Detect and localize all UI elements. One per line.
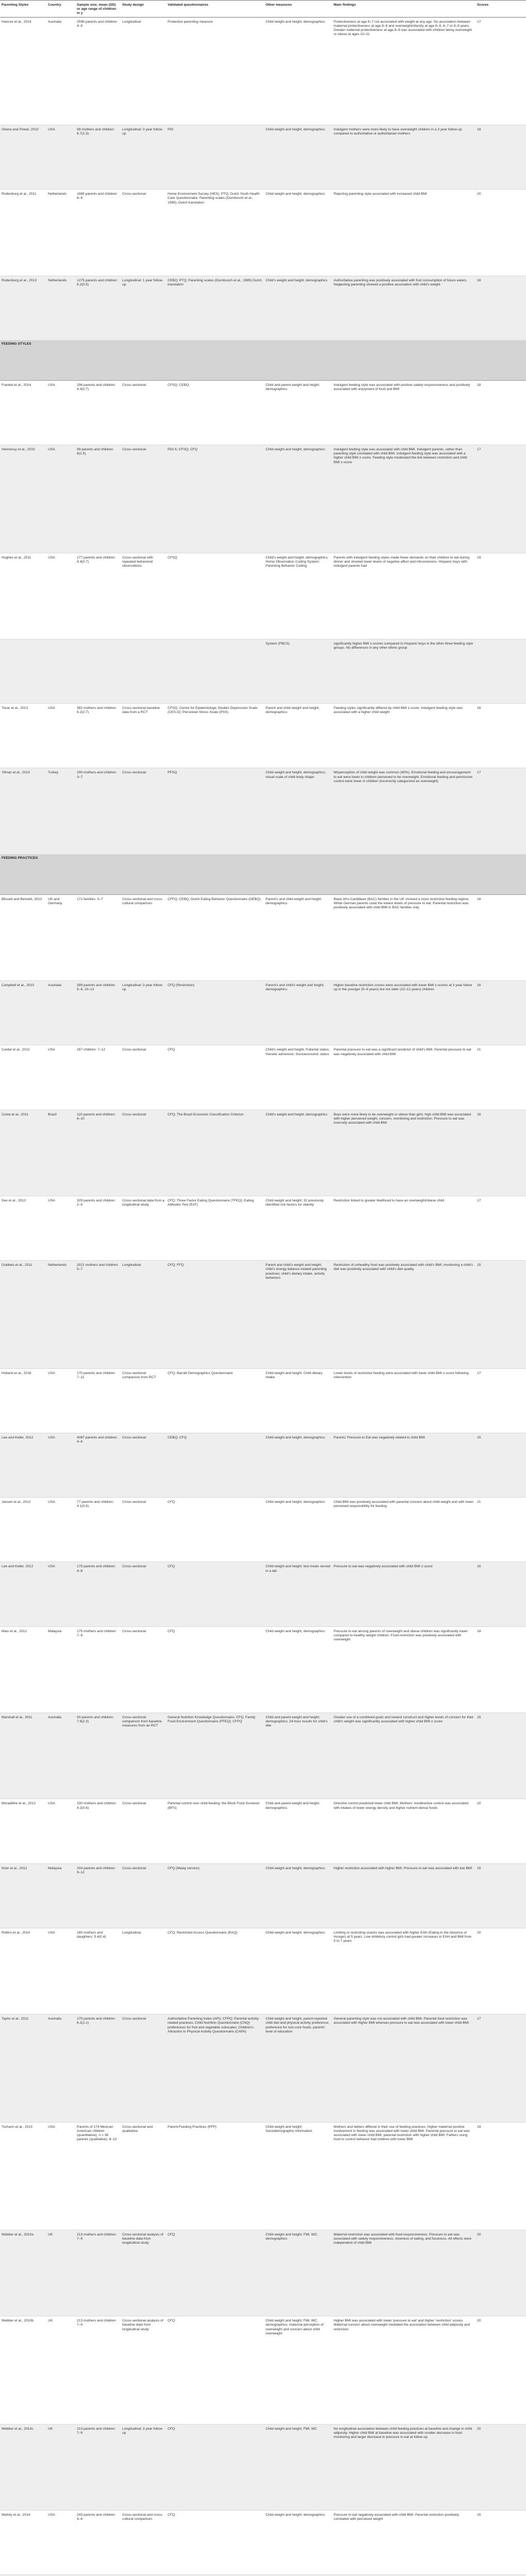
cell-other-measures: Child's weight and height; demographics (264, 276, 332, 340)
cell-country: UK (46, 2230, 75, 2316)
cell-study: Frankel et al., 2014 (0, 380, 46, 445)
cell-design: Cross-sectional (121, 768, 166, 854)
table-row (0, 1626, 526, 1713)
header-sample-size: Sample size; mean (SD) or age range of children in y (75, 1, 121, 18)
cell-sample: 290 mothers and children: 3–7 (75, 768, 121, 854)
cell-findings: Higher BMI was associated with lower 'pressure to eat' and higher 'restriction' scores. Maternal concern about overweight mediated the association between child adiposity and restriction (332, 2316, 475, 2424)
cell-questionnaires: CFQ (166, 2230, 264, 2316)
cell-questionnaires (166, 639, 264, 703)
cell-country: Netherlands (46, 1261, 75, 1368)
table-row (0, 2122, 526, 2230)
cell-score: 17 (475, 445, 526, 553)
table-row (0, 894, 526, 980)
cell-country: USA (46, 1368, 75, 1433)
cell-country: USA (46, 1045, 75, 1110)
cell-questionnaires: CEBQ; CFQ (166, 1433, 264, 1497)
cell-study: Yilmaz et al., 2013 (0, 768, 46, 854)
cell-study: Jansen et al., 2012 (0, 1498, 46, 1562)
cell-score: 17 (475, 1368, 526, 1433)
cell-score: 16 (475, 1562, 526, 1626)
cell-questionnaires: CFQ; Barratt Demographics Questionnaire (166, 1368, 264, 1433)
cell-study (0, 639, 46, 703)
cell-other-measures: Child's weight and height; demographics; Home Observation Coding System; Parenting Behavior Coding (264, 553, 332, 639)
cell-study: Webber et al., 2010b (0, 2316, 46, 2424)
cell-sample: 177 parents and children: 4.4(0.7) (75, 553, 121, 639)
cell-design: Cross-sectional (121, 380, 166, 445)
cell-other-measures: Parent and child weight and height; demographics (264, 704, 332, 768)
cell-country: USA (46, 380, 75, 445)
cell-score: 19 (475, 553, 526, 639)
cell-other-measures: Child weight and height; demographics; visual scale of child body shape (264, 768, 332, 854)
cell-questionnaires: CFQ (166, 1498, 264, 1562)
cell-country: Australia (46, 17, 75, 125)
cell-findings: Black Afro-Caribbean (BAC) families in the UK showed a more restrictive feeding regime. White German parents used the lowest levels of pressure to eat. Parental restriction was positively associated with child BMI in BAC families only (332, 894, 475, 980)
cell-study: Costa et al., 2011 (0, 1110, 46, 1196)
cell-score: 18 (475, 1626, 526, 1713)
cell-findings: General parenting style was not associated with child BMI. Parental food restriction was associated with higher BMI whereas pressure to eat was associated with lower child BMI (332, 2014, 475, 2122)
cell-sample: 382 mothers and children: 6.2(2.7) (75, 704, 121, 768)
cell-design: Cross-sectional with repeated behavioral observations (121, 553, 166, 639)
cell-country: UK and Germany (46, 894, 75, 980)
cell-score: 16 (475, 981, 526, 1045)
table-row (0, 1196, 526, 1260)
cell-questionnaires: Parental control over child feeding; the Block Food Screener (BFS) (166, 1799, 264, 1863)
cell-sample: 1665 parents and children: 8–9 (75, 190, 121, 276)
cell-findings: significantly higher BMI z-scores compared to Hispanic boys in the other three feeding style groups. No differences in any other ethnic group (332, 639, 475, 703)
cell-study: Rollins et al., 2014 (0, 1928, 46, 2014)
cell-study: Wehrly et al., 2014 (0, 2511, 46, 2575)
cell-sample (75, 639, 121, 703)
cell-design: Cross-sectional (121, 1498, 166, 1562)
table-row (0, 2316, 526, 2424)
table-row (0, 2230, 526, 2316)
cell-other-measures: Child weight and height; 32 previously identified risk factors for obesity (264, 1196, 332, 1260)
cell-questionnaires: CFQ (Malay version) (166, 1863, 264, 1928)
cell-country: USA (46, 1433, 75, 1497)
table-row (0, 553, 526, 639)
cell-design: Cross-sectional (121, 1626, 166, 1713)
table-row (0, 1261, 526, 1368)
cell-design: Cross-sectional and cross-cultural comparison (121, 2511, 166, 2575)
cell-findings: Restriction linked to greater likelihood to have an overweight/obese child (332, 1196, 475, 1260)
cell-country: USA (46, 1196, 75, 1260)
cell-questionnaires: PDI-S; CFSQ; CFQ (166, 445, 264, 553)
cell-design: Longitudinal (121, 17, 166, 125)
cell-sample: Parents of 174 Mexican American children (quantitative); n = 36 parents (qualitative); 8–10 (75, 2122, 121, 2230)
cell-score: 16 (475, 1110, 526, 1196)
cell-findings: Lower levels of restrictive feeding were associated with lower child BMI z-score following intervention (332, 1368, 475, 1433)
cell-design: Longitudinal: 3 year follow-up (121, 125, 166, 189)
cell-questionnaires: CFQ (166, 2511, 264, 2575)
cell-study: Campbell et al., 2010 (0, 981, 46, 1045)
cell-study: Holland et al., 2018 (0, 1368, 46, 1433)
cell-country: USA (46, 553, 75, 639)
cell-design: Longitudinal (121, 1928, 166, 2014)
cell-sample: 170 parents and children: 7–11 (75, 1368, 121, 1433)
cell-score: 17 (475, 768, 526, 854)
cell-findings: Directive control predicted lower child BMI. Mothers' nondirective control was associated with intakes of lower energy density and higher nutrient dense foods (332, 1799, 475, 1863)
cell-questionnaires: General Nutrition Knowledge Questionnaire; CFQ; Family Food Environment Questionnaire (FFEQ); CFPQ (166, 1713, 264, 1799)
cell-score: 18 (475, 380, 526, 445)
cell-questionnaires: CFQ (166, 2424, 264, 2510)
cell-sample: 77 parents and children: 4.1(0.6) (75, 1498, 121, 1562)
cell-findings: Pressure to eat was negatively associated with child BMI z-score (332, 1562, 475, 1626)
cell-questionnaires: CFSQ; Centre for Epidemiologic Studies Depression Scale (CES-D); Perceived Stress Scale (PSS) (166, 704, 264, 768)
table-row (0, 276, 526, 340)
cell-score: 21 (475, 1498, 526, 1562)
table-row (0, 2511, 526, 2575)
table-body (0, 17, 526, 2576)
cell-design (121, 639, 166, 703)
cell-findings: Indulgent mothers were more likely to have overweight children in a 3 year follow-up compared to authoritative or authoritarian mothers (332, 125, 475, 189)
cell-other-measures: Child weight and height; FMI, WC; demographics (264, 2230, 332, 2316)
cell-findings: Indulgent feeding style was associated with positive satiety responsiveness and positively associated with enjoyment of food and BMI (332, 380, 475, 445)
cell-sample: 175 mothers and children: 7–9 (75, 1626, 121, 1713)
cell-study: Olvera and Power, 2010 (0, 125, 46, 189)
cell-other-measures: Child's weight and height; demographics (264, 1110, 332, 1196)
cell-findings: Pressure to eat negatively associated with child BMI. Parental restriction positively correlated with perceived weight (332, 2511, 475, 2575)
cell-findings: Mothers and fathers differed in their use of feeding practices. Higher maternal positive involvement in feeding was associated with lower child BMI. Parental pressure to eat was associated with lower child BMI; parental restriction with higher child BMI. Fathers using food to control behavior had children with lower BMI (332, 2122, 475, 2230)
cell-findings: Protectiveness at age 6–7 not associated with weight at any age. No association between maternal protectiveness at age 8–9 and overweight/obesity at age 8–9, 6–7 or 8–9 years. Greater maternal protectiveness at age 8–9 was associated with children being overweight or obese at ages 10–11 (332, 17, 475, 125)
cell-design: Longitudinal: 1 year follow-up (121, 276, 166, 340)
cell-sample: 175 parents and children: 6.2(1.1) (75, 2014, 121, 2122)
cell-sample: 213 mothers and children: 7–9 (75, 2230, 121, 2316)
cell-design: Longitudinal: 3 year follow-up (121, 981, 166, 1045)
table-row (0, 17, 526, 125)
section-header-row (0, 340, 526, 380)
cell-other-measures: Child weight and height; demographics (264, 17, 332, 125)
cell-other-measures: Child weight and height; demographics (264, 190, 332, 276)
header-parenting-styles: Parenting Styles (0, 1, 46, 18)
cell-score: 21 (475, 1045, 526, 1110)
cell-study: Hennessy et al., 2010 (0, 445, 46, 553)
table-row (0, 125, 526, 189)
cell-country: Malaysia (46, 1863, 75, 1928)
cell-score: 20 (475, 2316, 526, 2424)
cell-sample: 110 parents and children: 6–10 (75, 1110, 121, 1196)
cell-sample: 2021 mothers and children: 5–7 (75, 1261, 121, 1368)
cell-other-measures: Child weight and height; demographics (264, 1626, 332, 1713)
section-title: FEEDING PRACTICES (0, 854, 526, 894)
cell-score: 18 (475, 125, 526, 189)
cell-questionnaires: CFQ; The Brazil Economic Classification Criterion (166, 1110, 264, 1196)
cell-questionnaires: Home Environment Survey (HES); PTQ; Dutch Youth Health Care Questionnaire; Parenting scales (Dornbusch et al., 1985); Dutch translation (166, 190, 264, 276)
cell-score: 15 (475, 1261, 526, 1368)
header-main-findings: Main findings (332, 1, 475, 18)
cell-study: Rodenburg et al., 2013 (0, 276, 46, 340)
cell-score: 18 (475, 894, 526, 980)
cell-questionnaires: CFSQ; CEBQ (166, 380, 264, 445)
cell-other-measures: Child weight and height; demographics (264, 445, 332, 553)
cell-questionnaires: CFQ (Restriction) (166, 981, 264, 1045)
cell-sample: 175 parents and children: 4–6 (75, 1562, 121, 1626)
cell-score: 20 (475, 2424, 526, 2510)
cell-findings: Greater use of a combined goals and reward construct and higher levels of concern for their child's weight was significantly associated with higher child BMI z-score (332, 1713, 475, 1799)
cell-questionnaires: CFQ (166, 1045, 264, 1110)
cell-sample: 180 mothers and daughters: 5.4(0.4) (75, 1928, 121, 2014)
table-row (0, 1110, 526, 1196)
cell-sample: 99 mothers and children: 6.7(1.3) (75, 125, 121, 189)
cell-design: Cross-sectional (121, 445, 166, 553)
cell-score: 20 (475, 2230, 526, 2316)
cell-other-measures: Child weight and height; FMI; WC (264, 2424, 332, 2510)
table-row (0, 380, 526, 445)
cell-design: Cross-sectional comparison from RCT (121, 1368, 166, 1433)
table-row (0, 639, 526, 703)
header-scores: Scores (475, 1, 526, 18)
cell-findings: Boys were more likely to be overweight or obese than girls; high child BMI was associated with higher perceived weight, concern, monitoring and restriction. Pressure to eat was inversely associated with child BMI (332, 1110, 475, 1196)
cell-sample: 204 parents and children: 9–12 (75, 1863, 121, 1928)
cell-sample: 330 mothers and children: 4.2(0.6) (75, 1799, 121, 1863)
cell-design: Cross-sectional (121, 190, 166, 276)
cell-study: Dev et al., 2013 (0, 1196, 46, 1260)
table-row (0, 1368, 526, 1433)
cell-study: Webber et al., 2010a (0, 2230, 46, 2316)
cell-score: 20 (475, 190, 526, 276)
cell-sample: 213 mothers and children: 7–9 (75, 2316, 121, 2424)
cell-sample: 2596 parents and children: 4–5 (75, 17, 121, 125)
cell-other-measures: System (FBCS) (264, 639, 332, 703)
table-row (0, 981, 526, 1045)
cell-study: Marshall et al., 2011 (0, 1713, 46, 1799)
header-country: Country (46, 1, 75, 18)
cell-questionnaires: CEBQ; PTQ; Parenting scales (Dornbusch et al., 1985) Dutch translation (166, 276, 264, 340)
cell-design: Cross-sectional and qualitative (121, 2122, 166, 2230)
cell-design: Longitudinal (121, 1261, 166, 1368)
cell-study: Lee and Keller, 2012 (0, 1433, 46, 1497)
cell-study: Mais et al., 2012 (0, 1626, 46, 1713)
cell-findings: Parents' Pressure to Eat was negatively related to child BMI (332, 1433, 475, 1497)
cell-questionnaires: CFQ (166, 1562, 264, 1626)
cell-other-measures: Child weight and height; demographics (264, 1863, 332, 1928)
cell-country: UK (46, 2316, 75, 2424)
cell-score: 17 (475, 17, 526, 125)
cell-sample: 171 families: 3–7 (75, 894, 121, 980)
cell-country: USA (46, 125, 75, 189)
cell-score (475, 639, 526, 703)
cell-findings: Restriction of unhealthy food was positively associated with child's BMI; monitoring a child's diet was positively associated with child's diet quality (332, 1261, 475, 1368)
cell-other-measures: Child weight and height; test meals served in a lab (264, 1562, 332, 1626)
cell-findings: Higher restriction associated with higher BMI. Pressure to eat was associated with low BMI (332, 1863, 475, 1928)
table-row (0, 445, 526, 553)
cell-questionnaires: CFQ; Restricted Access Questionnaire (RAQ) (166, 1928, 264, 2014)
cell-design: Cross-sectional (121, 2014, 166, 2122)
table-row (0, 1713, 526, 1799)
cell-sample: 399 parents and children: 5–6, 10–12 (75, 981, 121, 1045)
cell-findings: Authoritative parenting was positively associated with fruit consumption of future eaters. Neglecting parenting showed a positive association with child's weight (332, 276, 475, 340)
cell-questionnaires: Parent-Feeding Practices (PFP) (166, 2122, 264, 2230)
cell-findings: Pressure to eat among parents of overweight and obese children was significantly lower compared to healthy weight children. Food restriction was positively associated with overweight (332, 1626, 475, 1713)
cell-country: USA (46, 1498, 75, 1562)
cell-sample: 4087 parents and children: 4–6 (75, 1433, 121, 1497)
cell-score: 17 (475, 1196, 526, 1260)
cell-other-measures: Child weight and height; Sociodemographic information (264, 2122, 332, 2230)
cell-study: Hughes et al., 2011 (0, 553, 46, 639)
cell-country: UK (46, 2424, 75, 2510)
table-row (0, 1863, 526, 1928)
cell-score: 19 (475, 2122, 526, 2230)
cell-findings: Maternal restriction was associated with food responsiveness. Pressure to eat was associated with satiety responsiveness, slowness of eating, and fussiness. All effects were independent of child BMI (332, 2230, 475, 2316)
cell-country: USA (46, 2511, 75, 2575)
cell-findings: Parents with indulgent feeding styles made fewer demands on their children to eat during dinner and showed lower levels of negative affect and intrusiveness. Hispanic boys with indulgent parents had (332, 553, 475, 639)
cell-country: Netherlands (46, 190, 75, 276)
cell-design: Cross-sectional (121, 1562, 166, 1626)
header-study-design: Study design (121, 1, 166, 18)
cell-other-measures: Child and parent weight and height; demographics (264, 380, 332, 445)
cell-findings: No longitudinal association between child feeding practices at baseline and change in child adiposity. Higher child BMI at baseline was associated with smaller decrease in food monitoring and larger decrease in pressure to eat at follow-up (332, 2424, 475, 2510)
cell-study: Noor et al., 2012 (0, 1863, 46, 1928)
cell-sample: 1275 parents and children: 8.2(0.5) (75, 276, 121, 340)
cell-findings: Limiting or restricting snacks was associated with higher EAH (Eating in the Absence of Hunger) at 5 years. Low inhibitory control girls had greater increases in EAH and BMI from 5 to 7 years (332, 1928, 475, 2014)
cell-sample: 93 parents and children: 7.6(2.3) (75, 1713, 121, 1799)
cell-questionnaires: Protective parenting measure (166, 17, 264, 125)
cell-findings: Parental pressure to eat was a significant predictor of child's BMI. Parental pressure to eat was negatively associated with child BMI (332, 1045, 475, 1110)
cell-score: 15 (475, 1863, 526, 1928)
cell-score: 20 (475, 1928, 526, 2014)
cell-study: Gubbels et al., 2011 (0, 1261, 46, 1368)
cell-design: Cross-sectional data from a longitudinal study (121, 1196, 166, 1260)
cell-country: USA (46, 445, 75, 553)
table-header-row (0, 1, 526, 18)
table-row (0, 1045, 526, 1110)
cell-country: Australia (46, 1713, 75, 1799)
cell-design: Cross-sectional comparison from baseline measures from an RCT (121, 1713, 166, 1799)
cell-questionnaires: CFQ; Three Factor Eating Questionnaire (TFEQ); Eating Attitudes Test (EAT) (166, 1196, 264, 1260)
table-row (0, 1928, 526, 2014)
cell-study: Blissett and Bennett, 2013 (0, 894, 46, 980)
cell-other-measures: Parent and child's weight and height; child's energy balance-related parenting practices; child's dietary intake, activity behaviors (264, 1261, 332, 1368)
cell-country: USA (46, 1928, 75, 2014)
cell-findings: Indulgent feeding style was associated with child BMI. Indulgent parents, rather than parenting style correlated with child BMI. Indulgent feeding style was associated with a higher child BMI z-score. Feeding style moderated the link between restriction and child BMI z-score (332, 445, 475, 553)
cell-score: 18 (475, 276, 526, 340)
cell-sample: 296 parents and children: 4.4(0.7) (75, 380, 121, 445)
cell-questionnaires: CFSQ (166, 553, 264, 639)
cell-country: Malaysia (46, 1626, 75, 1713)
cell-study: Taylor et al., 2011 (0, 2014, 46, 2122)
cell-findings: Child BMI was positively associated with parental concern about child weight and with lower perceived responsibility for feeding (332, 1498, 475, 1562)
cell-country: Netherlands (46, 276, 75, 340)
cell-other-measures: Child weight and height; FMI; WC; demographics; maternal perception of overweight and concern about child overweight (264, 2316, 332, 2424)
table-row (0, 704, 526, 768)
cell-design: Cross-sectional and cross-cultural comparison (121, 894, 166, 980)
cell-design: Cross-sectional (121, 1863, 166, 1928)
cell-country: USA (46, 2122, 75, 2230)
cell-other-measures: Child weight and height; demographics (264, 1433, 332, 1497)
cell-score: 20 (475, 1799, 526, 1863)
cell-design: Cross-sectional analysis of baseline data from longitudinal study (121, 2316, 166, 2424)
cell-design: Cross-sectional analysis of baseline data from longitudinal study (121, 2230, 166, 2316)
table-row (0, 1498, 526, 1562)
cell-score: 15 (475, 2511, 526, 2575)
header-other-measures: Other measures (264, 1, 332, 18)
cell-country: Brazil (46, 1110, 75, 1196)
cell-design: Cross-sectional (121, 1799, 166, 1863)
cell-sample: 99 parents and children: 8(1.5) (75, 445, 121, 553)
cell-study: Cardel et al., 2012 (0, 1045, 46, 1110)
table-row (0, 2424, 526, 2510)
table-row (0, 2014, 526, 2122)
cell-other-measures: Child and parent weight and height; demographics (264, 1799, 332, 1863)
cell-other-measures: Child's weight and height; Pubertal status; Genetic admixture; Socioeconomic status (264, 1045, 332, 1110)
cell-study: Tschann et al., 2013 (0, 2122, 46, 2230)
cell-score: 17 (475, 2014, 526, 2122)
cell-questionnaires: PFSQ (166, 768, 264, 854)
cell-questionnaires: Authoritative Parenting Index (API); CFPQ; Parental activity-related practices; Child Nutrition Questionnaire (CNQ) preferences for fruit and vegetable subscales; Children's Attraction to Physical Activity Questionnaire (CAPA) (166, 2014, 264, 2122)
cell-country: USA (46, 1562, 75, 1626)
cell-design: Cross-sectional (121, 1110, 166, 1196)
cell-study: Moradikhe et al., 2012 (0, 1799, 46, 1863)
cell-questionnaires: CFQ (166, 1626, 264, 1713)
section-title: FEEDING STYLES (0, 340, 526, 380)
cell-country (46, 639, 75, 703)
cell-findings: Feeding styles significantly differed by child BMI z-score. Indulgent feeding style was associated with a higher child weight (332, 704, 475, 768)
cell-questionnaires: PDI (166, 125, 264, 189)
table-row (0, 1433, 526, 1497)
cell-other-measures: Child weight and height; demographics (264, 2511, 332, 2575)
cell-sample: 243 parents and children: 4–6 (75, 2511, 121, 2575)
cell-study: Tovar et al., 2012 (0, 704, 46, 768)
cell-country: Australia (46, 981, 75, 1045)
cell-sample: 329 parents and children: 2–5 (75, 1196, 121, 1260)
cell-score: 15 (475, 1433, 526, 1497)
cell-other-measures: Child weight and height; demographics (264, 1928, 332, 2014)
table-row (0, 1562, 526, 1626)
cell-other-measures: Child weight and height; Child dietary intake (264, 1368, 332, 1433)
cell-country: USA (46, 1799, 75, 1863)
table-row (0, 190, 526, 276)
cell-questionnaires: CFQ; FFQ (166, 1261, 264, 1368)
cell-findings: Misperception of child weight was common (40%). Emotional feeding and encouragement to eat were lower in children perceived to be overweight. Emotional feeding and permissive control were lower in children (incorrectly categorized as overweight) (332, 768, 475, 854)
cell-score: 15 (475, 1713, 526, 1799)
table-row (0, 1799, 526, 1863)
cell-findings: Higher baseline restriction scores were associated with lower BMI z-scores at 3 year follow up in the younger (5–6 years) but not older (10–12 years) children (332, 981, 475, 1045)
cell-study: Hancox et al., 2014 (0, 17, 46, 125)
cell-sample: 213 parents and children: 7–9 (75, 2424, 121, 2510)
table-row (0, 768, 526, 854)
section-header-row (0, 854, 526, 894)
cell-country: USA (46, 704, 75, 768)
cell-other-measures: Parent's and child's weight and height; demographics (264, 981, 332, 1045)
cell-design: Cross-sectional baseline data from a RCT (121, 704, 166, 768)
cell-study: Rodenburg et al., 2011 (0, 190, 46, 276)
cell-findings: Rejecting parenting style associated with increased child BMI (332, 190, 475, 276)
cell-design: Cross-sectional (121, 1433, 166, 1497)
cell-other-measures: Child weight and height; parent-reported child diet and physical activity preference; preference for non-core foods; parents' level of education (264, 2014, 332, 2122)
cell-design: Longitudinal: 3 year follow-up (121, 2424, 166, 2510)
cell-sample: 267 children: 7–12 (75, 1045, 121, 1110)
cell-country: Turkey (46, 768, 75, 854)
cell-other-measures: Child and parent weight and height; demographics; 24-hour results for child's diet (264, 1713, 332, 1799)
cell-study: Webber et al., 2010c (0, 2424, 46, 2510)
cell-study: Lee and Keller, 2012 (0, 1562, 46, 1626)
cell-other-measures: Child weight and height; demographics (264, 125, 332, 189)
cell-country: Australia (46, 2014, 75, 2122)
cell-questionnaires: CFQ (166, 2316, 264, 2424)
header-validated-questionnaires: Validated questionnaires (166, 1, 264, 18)
cell-score: 16 (475, 704, 526, 768)
cell-other-measures: Child weight and height; demographics (264, 1498, 332, 1562)
cell-other-measures: Parent's and child weight and height; demographics (264, 894, 332, 980)
cell-questionnaires: CFPQ; CEBQ; Dutch Eating Behavior Questionnaire (DEBQ) (166, 894, 264, 980)
cell-design: Cross-sectional (121, 1045, 166, 1110)
